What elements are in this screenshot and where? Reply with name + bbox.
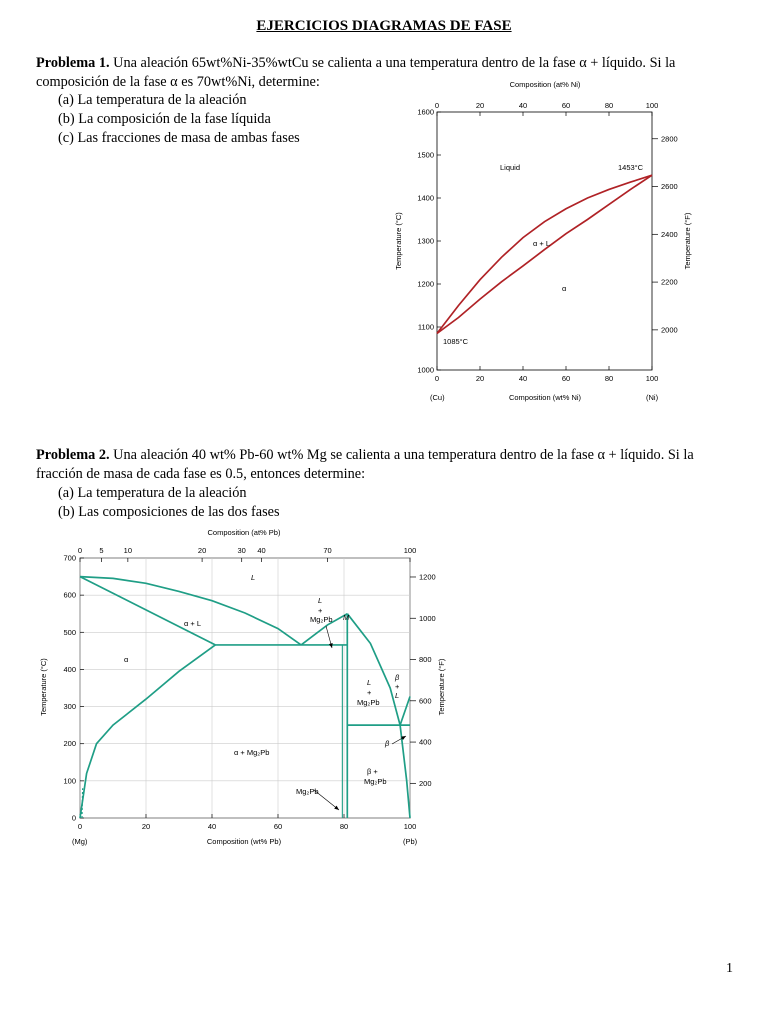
c1-label-liquid: Liquid bbox=[500, 163, 521, 172]
c2-liquidus-left-line bbox=[80, 577, 301, 645]
c2-beta-solvus-line bbox=[400, 725, 410, 818]
problem1-item-c: (c) Las fracciones de masa de ambas fases bbox=[58, 130, 300, 146]
c1-y-tick-label: 1200 bbox=[417, 279, 434, 289]
c2-x-tick-label: 0 bbox=[77, 822, 83, 831]
c2-y-tick-label: 0 bbox=[71, 813, 76, 823]
c1-label-tm-cu: 1085°C bbox=[443, 337, 469, 346]
c2-y-tick-label: 500 bbox=[63, 627, 76, 637]
c2-label-mg2pb-line: Mg₂Pb bbox=[296, 787, 319, 796]
c2-top-tick-label: 70 bbox=[323, 546, 332, 555]
c1-x-tick-label: 0 bbox=[434, 374, 440, 383]
c2-x-end-right: (Pb) bbox=[403, 837, 418, 846]
c2-x-tick-label: 80 bbox=[339, 822, 349, 831]
c2-y2-tick-label: 800 bbox=[419, 655, 432, 665]
c1-y-tick-label: 1600 bbox=[417, 107, 434, 117]
problem2-line1: Una aleación 40 wt% Pb-60 wt% Mg se calienta a una temperatura dentro de la fase α + líquido. Si la bbox=[109, 447, 694, 463]
c2-label-beta-mg2pb-b: β + bbox=[367, 767, 378, 776]
c2-label-M: M bbox=[343, 613, 350, 622]
c2-y2-tick-label: 1000 bbox=[419, 613, 436, 623]
c2-y2-tick-label: 400 bbox=[419, 737, 432, 747]
c2-label-mg2pb2: Mg₂Pb bbox=[357, 698, 380, 707]
c1-x-end-right: (Ni) bbox=[646, 393, 659, 402]
c2-xlabel: Composition (wt% Pb) bbox=[206, 837, 282, 846]
c2-y2-tick-label: 1200 bbox=[419, 572, 436, 582]
c1-top-tick-label: 40 bbox=[518, 101, 528, 110]
c2-x-tick-label: 60 bbox=[273, 822, 283, 831]
c1-y-tick-label: 1400 bbox=[417, 193, 434, 203]
c1-xlabel: Composition (wt% Ni) bbox=[508, 393, 582, 402]
c1-label-two-phase: α + L bbox=[533, 239, 551, 248]
c2-x-tick-label: 20 bbox=[141, 822, 151, 831]
c2-label-alpha-mg2pb: α + Mg₂Pb bbox=[234, 748, 270, 757]
mg-pb-phase-diagram bbox=[36, 522, 456, 852]
c2-y-tick-label: 100 bbox=[63, 776, 76, 786]
c1-liquidus-line bbox=[437, 175, 652, 333]
c2-alpha-solvus-line bbox=[80, 645, 215, 818]
problem2-label: Problema 2. bbox=[36, 447, 110, 463]
c1-top-tick-label: 100 bbox=[645, 101, 659, 110]
c2-y-tick-label: 400 bbox=[63, 664, 76, 674]
c1-top-tick-label: 0 bbox=[434, 101, 440, 110]
c2-label-L3: L bbox=[395, 691, 400, 700]
c2-y2-tick-label: 600 bbox=[419, 696, 432, 706]
c1-y-tick-label: 1300 bbox=[417, 236, 434, 246]
c2-label-mg2pb1: Mg₂Pb bbox=[310, 615, 333, 624]
c1-top-tick-label: 80 bbox=[604, 101, 614, 110]
c2-top-tick-label: 40 bbox=[257, 546, 266, 555]
c1-ylabel: Temperature (°C) bbox=[394, 212, 403, 270]
page-number: 1 bbox=[726, 961, 733, 976]
c2-y-tick-label: 700 bbox=[63, 553, 76, 563]
c2-label-beta-mg2pb-c: Mg₂Pb bbox=[364, 777, 387, 786]
c2-y-tick-label: 200 bbox=[63, 739, 76, 749]
c2-y2-tick-label: 200 bbox=[419, 778, 432, 788]
c1-y2-tick-label: 2400 bbox=[661, 229, 678, 239]
c2-top-tick-label: 10 bbox=[123, 546, 133, 555]
c2-x-tick-label: 100 bbox=[403, 822, 417, 831]
problem1-line1: Una aleación 65wt%Ni-35%wtCu se calienta a una temperatura dentro de la fase α + líquido. Si la bbox=[109, 55, 676, 71]
c2-x-end-left: (Mg) bbox=[72, 837, 88, 846]
problem2-item-a: (a) La temperatura de la aleación bbox=[58, 485, 247, 501]
c2-label-L-top: L bbox=[318, 596, 323, 605]
c2-top-tick-label: 30 bbox=[237, 546, 246, 555]
c1-y-tick-label: 1500 bbox=[417, 150, 434, 160]
c1-x-tick-label: 80 bbox=[604, 374, 614, 383]
c1-label-alpha: α bbox=[562, 284, 567, 293]
problem2-item-b: (b) Las composiciones de las dos fases bbox=[58, 504, 280, 520]
c2-top-tick-label: 20 bbox=[197, 546, 207, 555]
problem1-label: Problema 1. bbox=[36, 55, 110, 71]
c2-arrow-mg2pb-head bbox=[334, 806, 339, 810]
c2-ylabel: Temperature (°C) bbox=[39, 658, 48, 716]
c2-label-L2: L bbox=[367, 678, 372, 687]
c1-y2-tick-label: 2200 bbox=[661, 277, 678, 287]
c2-label-plus3: + bbox=[395, 682, 400, 691]
problem2-text bbox=[36, 446, 733, 484]
problem2-items bbox=[58, 484, 280, 522]
c1-x-tick-label: 60 bbox=[561, 374, 571, 383]
c1-label-tm-ni: 1453°C bbox=[618, 163, 644, 172]
problem1-line2: composición de la fase α es 70wt%Ni, determine: bbox=[36, 74, 320, 90]
c2-beta-liquidus-line bbox=[400, 697, 410, 726]
c2-top-tick-label: 0 bbox=[77, 546, 83, 555]
c1-x-end-left: (Cu) bbox=[430, 393, 445, 402]
c1-y-tick-label: 1000 bbox=[417, 365, 434, 375]
c2-plot-frame bbox=[80, 558, 410, 818]
c2-label-plus1: + bbox=[318, 606, 323, 615]
problem1-item-a: (a) La temperatura de la aleación bbox=[58, 92, 247, 108]
c1-y2-tick-label: 2000 bbox=[661, 325, 678, 335]
c2-label-L: L bbox=[251, 573, 256, 582]
c1-x-tick-label: 40 bbox=[518, 374, 528, 383]
c1-top-tick-label: 60 bbox=[561, 101, 571, 110]
c2-label-alpha-L: α + L bbox=[184, 619, 202, 628]
c1-y-tick-label: 1100 bbox=[417, 322, 434, 332]
c1-solidus-line bbox=[437, 175, 652, 333]
problem1-items bbox=[58, 91, 300, 148]
problem2-line2: fracción de masa de cada fase es 0.5, entonces determine: bbox=[36, 466, 366, 482]
c1-y2-tick-label: 2800 bbox=[661, 134, 678, 144]
c2-alpha-solidus-line bbox=[80, 577, 215, 645]
c2-label-plus2: + bbox=[367, 688, 372, 697]
problem1-item-b: (b) La composición de la fase líquida bbox=[58, 111, 271, 127]
page-title: EJERCICIOS DIAGRAMAS DE FASE bbox=[256, 18, 512, 34]
c2-y-tick-label: 300 bbox=[63, 702, 76, 712]
c2-label-alpha: α bbox=[124, 655, 129, 664]
c2-x-tick-label: 40 bbox=[207, 822, 217, 831]
c2-top-tick-label: 100 bbox=[403, 546, 417, 555]
c1-y2-tick-label: 2600 bbox=[661, 182, 678, 192]
c2-label-beta-top: β bbox=[395, 673, 400, 682]
c1-top-axis-label: Composition (at% Ni) bbox=[509, 80, 581, 89]
c2-y-tick-label: 600 bbox=[63, 590, 76, 600]
c1-y2label: Temperature (°F) bbox=[683, 212, 692, 270]
c1-x-tick-label: 100 bbox=[645, 374, 659, 383]
c2-label-beta: β bbox=[385, 739, 390, 748]
cu-ni-phase-diagram bbox=[385, 76, 715, 411]
c2-top-axis-label: Composition (at% Pb) bbox=[207, 528, 281, 537]
c1-top-tick-label: 20 bbox=[475, 101, 485, 110]
c1-x-tick-label: 20 bbox=[475, 374, 485, 383]
c2-top-tick-label: 5 bbox=[99, 546, 104, 555]
c2-y2label: Temperature (°F) bbox=[437, 658, 446, 716]
